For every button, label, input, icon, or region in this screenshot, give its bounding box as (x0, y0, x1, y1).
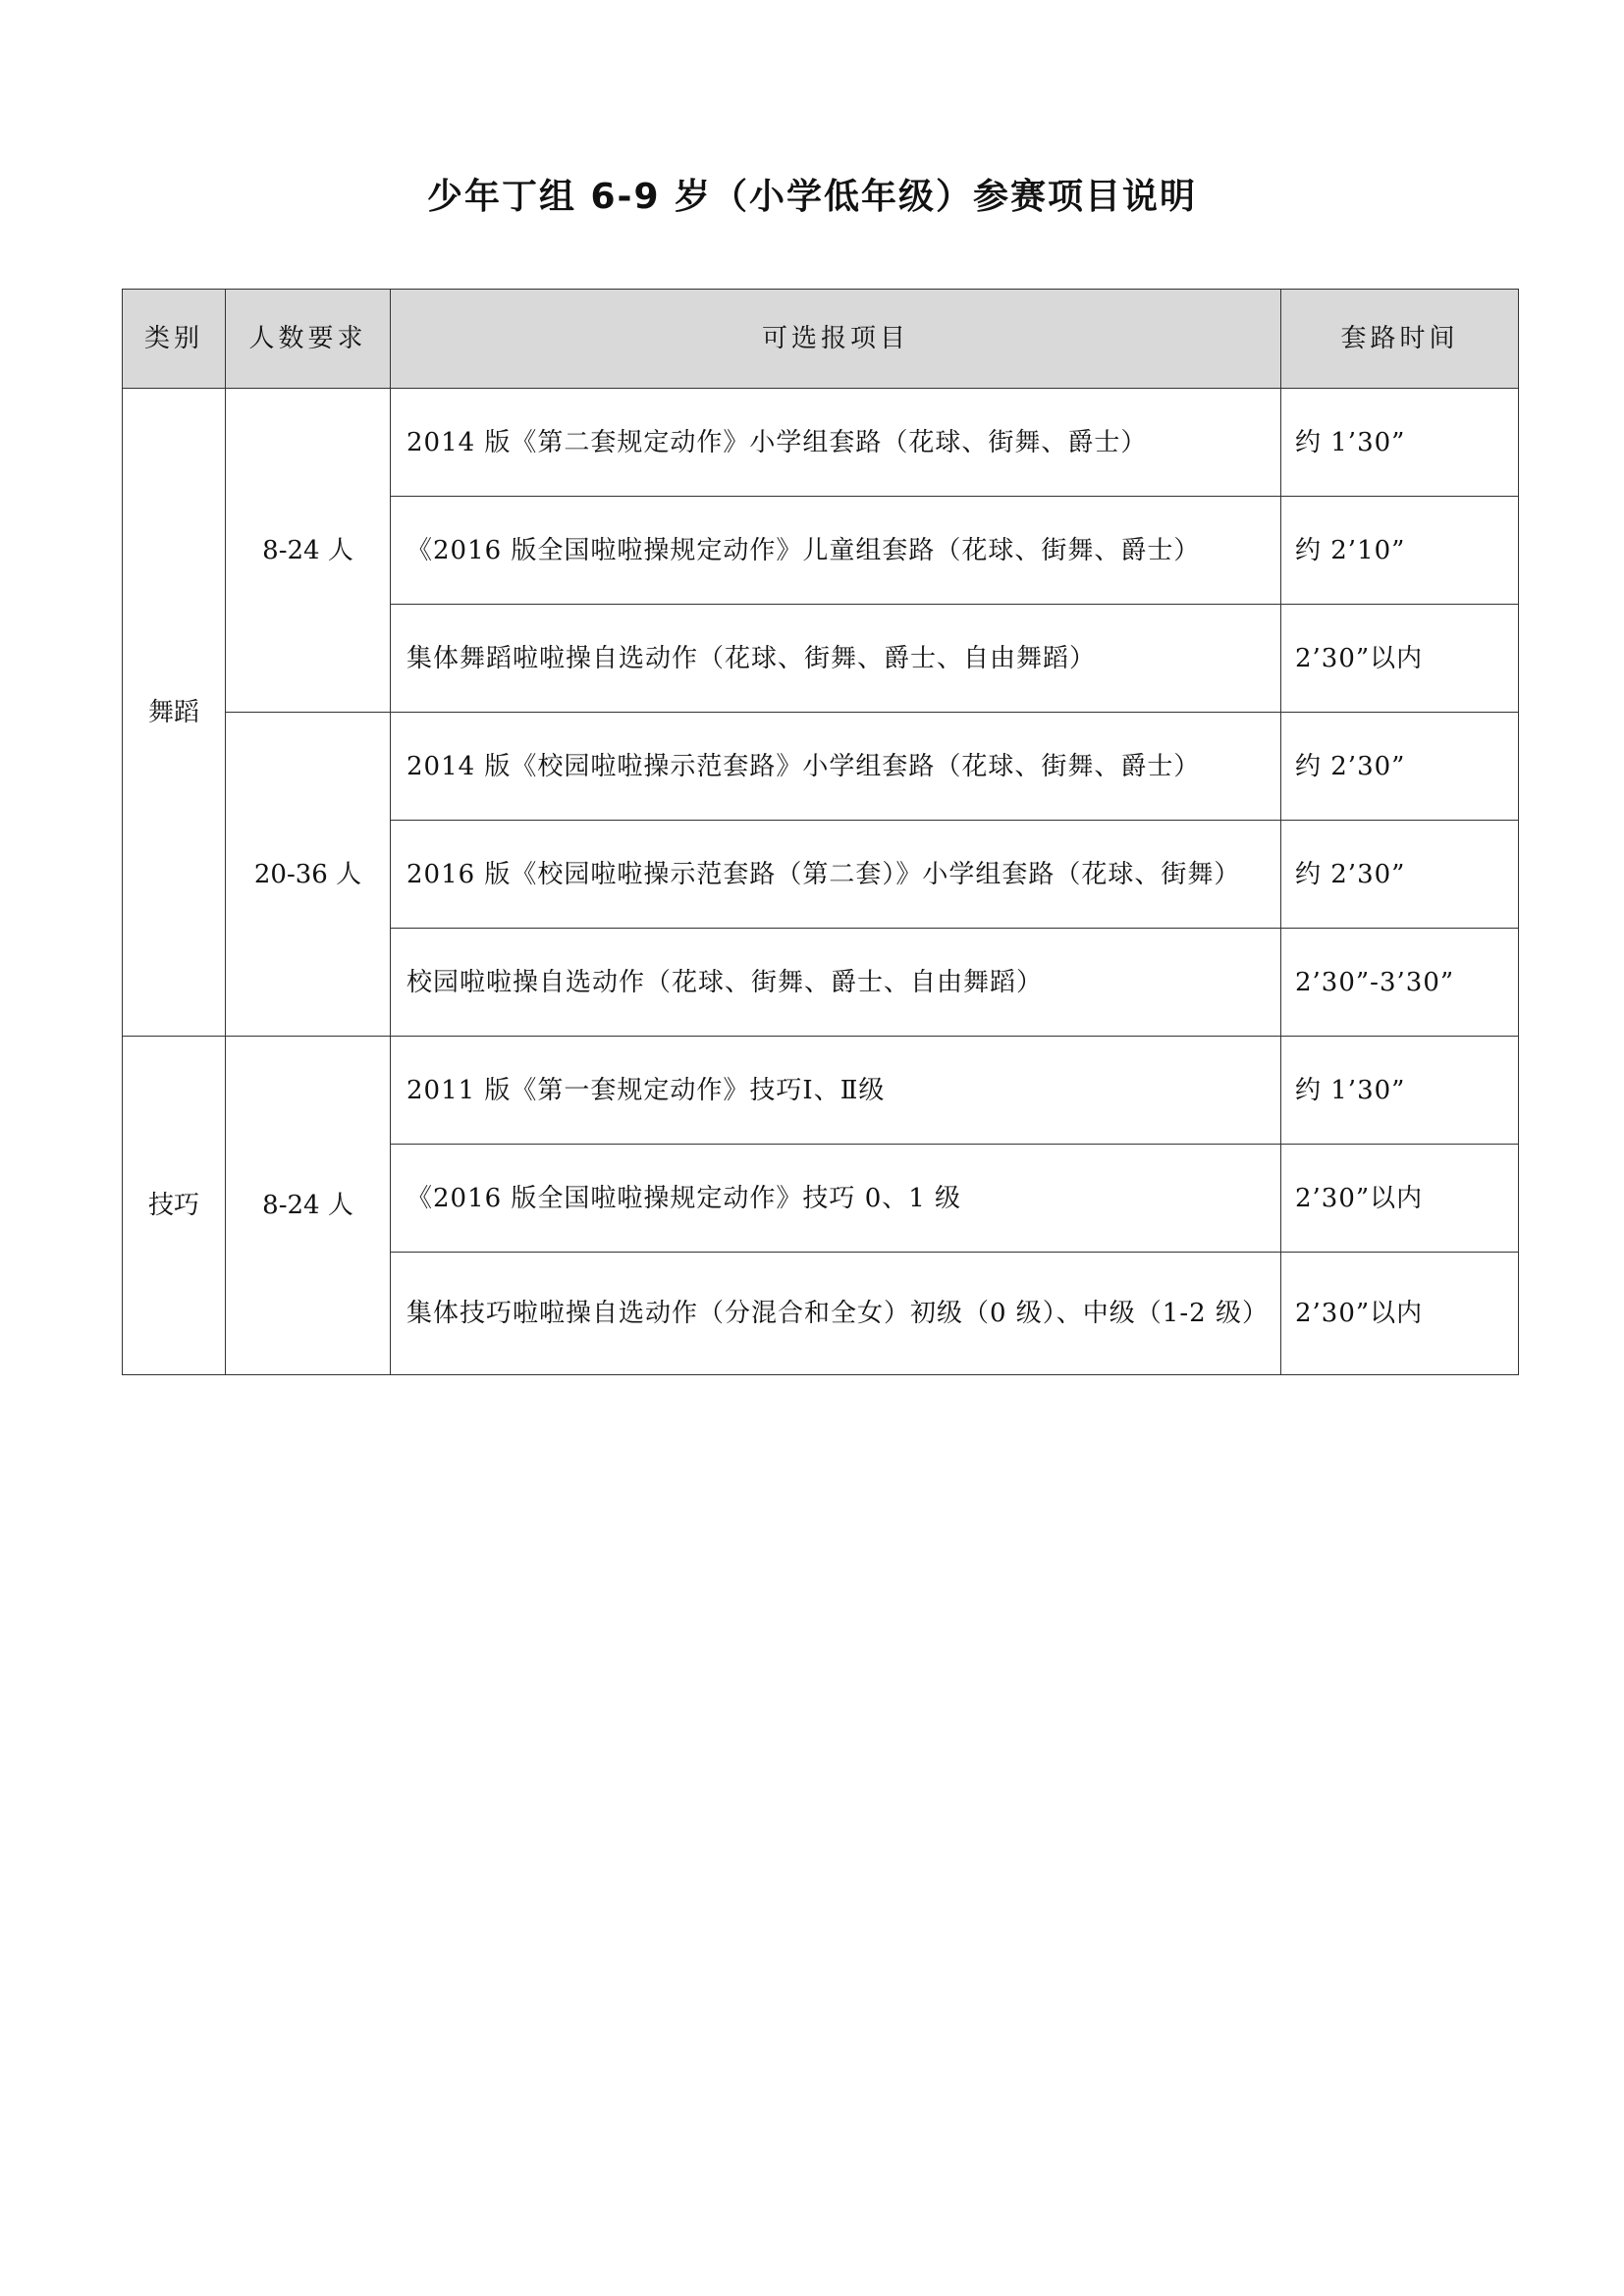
header-people: 人数要求 (226, 290, 391, 389)
people-cell: 8-24 人 (226, 389, 391, 713)
event-table (122, 289, 1519, 1375)
item-cell: 2014 版《第二套规定动作》小学组套路（花球、街舞、爵士） (391, 389, 1281, 497)
time-cell: 2’30”以内 (1281, 1145, 1519, 1253)
table-row (123, 713, 1519, 821)
item-cell: 2016 版《校园啦啦操示范套路（第二套）》小学组套路（花球、街舞） (391, 821, 1281, 929)
table-row (123, 389, 1519, 497)
item-cell: 《2016 版全国啦啦操规定动作》技巧 0、1 级 (391, 1145, 1281, 1253)
header-category: 类别 (123, 290, 226, 389)
table-row (123, 1037, 1519, 1145)
people-cell: 8-24 人 (226, 1037, 391, 1375)
time-cell: 约 1’30” (1281, 1037, 1519, 1145)
category-cell: 舞蹈 (123, 389, 226, 1037)
time-cell: 约 2’30” (1281, 713, 1519, 821)
people-cell: 20-36 人 (226, 713, 391, 1037)
header-time: 套路时间 (1281, 290, 1519, 389)
item-cell: 2014 版《校园啦啦操示范套路》小学组套路（花球、街舞、爵士） (391, 713, 1281, 821)
header-item: 可选报项目 (391, 290, 1281, 389)
time-cell: 约 1’30” (1281, 389, 1519, 497)
item-cell: 集体舞蹈啦啦操自选动作（花球、街舞、爵士、自由舞蹈） (391, 605, 1281, 713)
item-cell: 校园啦啦操自选动作（花球、街舞、爵士、自由舞蹈） (391, 929, 1281, 1037)
page-title: 少年丁组 6-9 岁（小学低年级）参赛项目说明 (426, 177, 1198, 217)
item-cell: 集体技巧啦啦操自选动作（分混合和全女）初级（0 级）、中级（1-2 级） (391, 1253, 1281, 1375)
item-cell: 《2016 版全国啦啦操规定动作》儿童组套路（花球、街舞、爵士） (391, 497, 1281, 605)
time-cell: 约 2’30” (1281, 821, 1519, 929)
item-cell: 2011 版《第一套规定动作》技巧Ⅰ、Ⅱ级 (391, 1037, 1281, 1145)
time-cell: 2’30”以内 (1281, 605, 1519, 713)
time-cell: 约 2’10” (1281, 497, 1519, 605)
category-cell: 技巧 (123, 1037, 226, 1375)
table-header-row (123, 290, 1519, 389)
time-cell: 2’30”以内 (1281, 1253, 1519, 1375)
time-cell: 2’30”-3’30” (1281, 929, 1519, 1037)
